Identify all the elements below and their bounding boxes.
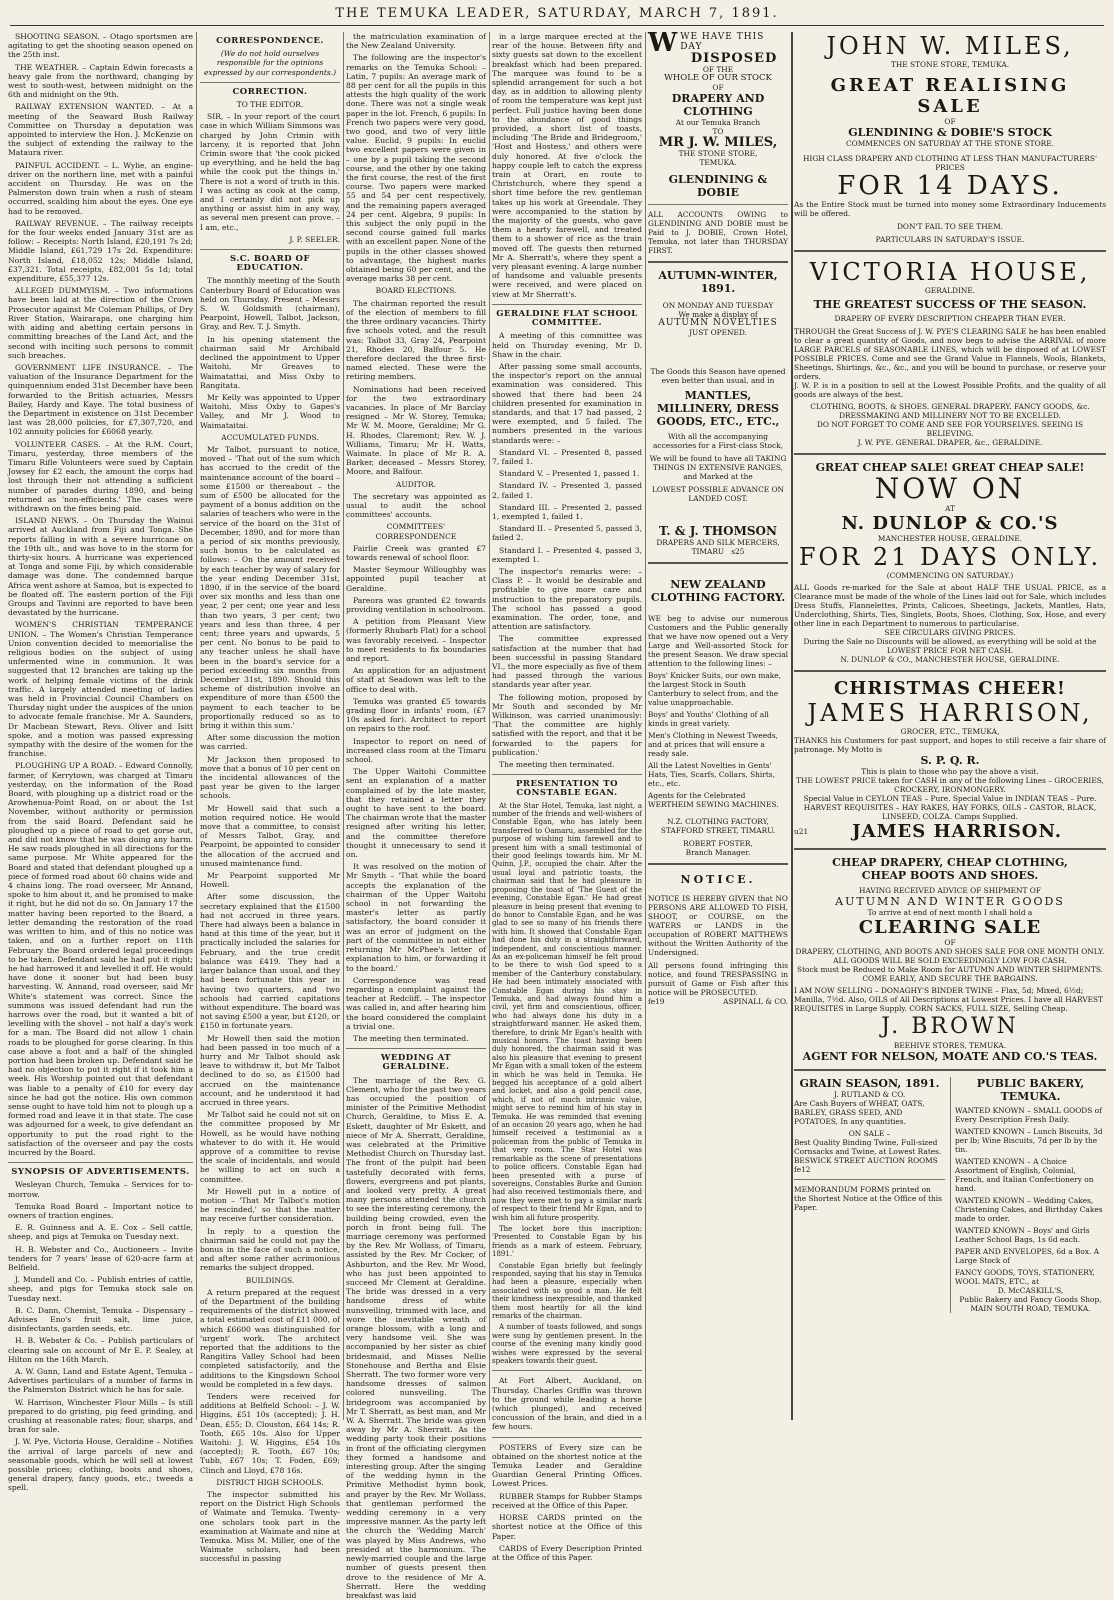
ad-text: We will be found to have all TAKING THINGS IN EXTENSIVE RANGES, and Marked at the — [649, 454, 787, 482]
subhead: COMMITTEES' CORRESPONDENCE — [375, 522, 457, 541]
ad-text: COMMENCES ON SATURDAY AT THE STONE STORE. — [846, 139, 1054, 148]
paragraph: Mr Talbot said he could not sit on the committee proposed by Mr Howell, as he would have nothing whatever to do with it. He would approve of a committee to revise the scale of incidentals, and would be willing to act on such a committee. — [200, 1110, 340, 1184]
synopsis-title: SYNOPSIS OF ADVERTISEMENTS. — [11, 1167, 190, 1178]
paragraph: Mr Howell then said the motion had been passed in too much of a hurry and Mr Talbot should ask leave to withdraw it, but Mr Talbot declined to do so, as £1500 had accrued on the maintenance account, and he understood it had accrued in three years. — [200, 1033, 340, 1107]
paragraph: In reply to a question the chairman said he could not pay the bonus in the face of such a notice, and after some rather acrimonious remarks the subject dropped. — [200, 1226, 340, 1273]
paragraph: Pareora was granted £2 towards providing ventilation in schoolroom. — [346, 595, 486, 614]
ad-code: u21 — [794, 827, 809, 836]
small-ad: HORSE CARDS printed on the shortest notice at the Office of this Paper. — [492, 1513, 642, 1541]
paragraph: After some discussion the motion was carried. — [200, 733, 340, 752]
subhead: DISTRICT HIGH SCHOOLS. — [216, 1477, 324, 1487]
article-body — [346, 544, 486, 1043]
paragraph: Inspector to report on need of increased class room at the Timaru school. — [346, 736, 486, 765]
article-body — [492, 331, 642, 769]
ad-text: PARTICULARS IN SATURDAY'S ISSUE. — [875, 235, 1025, 244]
ad-headline: GREAT REALISING SALE — [830, 75, 1070, 117]
ad-name: JAMES HARRISON, — [807, 699, 1093, 727]
paragraph: Master Seymour Willoughby was appointed pupil teacher at Geraldine. — [346, 565, 486, 593]
ad-text: This is plain to those who pay the above a visit. — [861, 767, 1039, 776]
column-rule — [791, 32, 793, 1420]
small-ad: POSTERS of Every size can be obtained on the shortest notice at the Temuka Leader and Geraldine Guardian General Printing Offices. Lowest Prices. — [492, 1442, 642, 1489]
ad-text: THE STONE STORE, — [678, 149, 758, 159]
ad-text: The Goods this Season have opened even better than usual, and in — [650, 367, 786, 386]
subhead: BOARD ELECTIONS. — [375, 286, 457, 296]
column-ads — [648, 28, 788, 1420]
ad-name: N. DUNLOP & CO.'S — [841, 513, 1059, 534]
paragraph: The monthly meeting of the South Canterbury Board of Education was held on Thursday. Present – Messrs S. W. Goldsmith (chairman), Pearpoint, Howell, Talbot, Jackson, Gray, and Rev. T. J. Smyth. — [200, 276, 340, 332]
ad-text: LOWEST POSSIBLE ADVANCE ON LANDED COST. — [651, 485, 785, 504]
article-body — [346, 32, 486, 283]
ad-line: Agents for the Celebrated WERTHEIM SEWING MACHINES. — [648, 791, 779, 810]
paragraph: Mr Jackson then proposed to move that a bonus of 10 per cent on the incidental allowances of the past year be given to the larger schools. — [200, 754, 340, 801]
ad-lead: WE HAVE THIS DAY — [680, 32, 765, 53]
ad-text: Are Cash Buyers of WHEAT, OATS, BARLEY, GRASS SEED, AND POTATOES, In any quantities. — [794, 1099, 925, 1126]
bakery-item: WANTED KNOWN – Boys' and Girls Leather School Bags, 1s 6d each. — [955, 1226, 1090, 1244]
paragraph: Correspondence was read regarding a complaint against the teacher at Redcliff. – The inspector was called in, and after hearing him the board considered the complaint a trivial one. — [346, 975, 486, 1031]
ad-text: DRAPERY OF EVERY DESCRIPTION CHEAPER THAN EVER. — [834, 314, 1066, 323]
bakery-item: WANTED KNOWN – Wedding Cakes, Christening Cakes, and Birthday Cakes made to order. — [955, 1196, 1103, 1223]
ad-text: All persons found infringing this notice, and found TRESPASSING in pursuit of Game or Fish after this notice will be PROSECUTED. — [648, 961, 788, 998]
ad-text: I AM NOW SELLING – DONAGHY'S BINDER TWINE – Flax, 5d; Mixed, 6½d; Manilla, 7½d. Also, OILS of All Descriptions at Lowest Prices. I have all HARVEST REQUISITES in Large Supply. CORN SACKS, FULL SIZE, Selling Cheap. — [794, 986, 1104, 1013]
ad-headline: FOR 21 DAYS ONLY. — [798, 543, 1102, 571]
ad-headline: GREAT CHEAP SALE! GREAT CHEAP SALE! — [815, 461, 1085, 474]
news-item: PAINFUL ACCIDENT. – L. Wylie, an engine-driver on the northern line, met with a painful accident on Thursday. He was on the Palmerston down train when a rush of steam occurred, scalding him about the eyes. One eye had to be removed. — [8, 160, 193, 216]
ad-text: OF — [944, 938, 956, 947]
letter-body: SIR, – In your report of the court case in which William Simmons was charged by John Crimin with larceny, it is reported that John Crimin swore that 'the cook picked up everything, and he held the bag while the cook put the things in.' There is not a word of truth in this. I was acting as cook at the camp, and I certainly did not pick up anything or assist him in any way, as several men present can prove. – I am, etc., — [200, 112, 340, 232]
article-body — [492, 802, 642, 1366]
paragraph: The locket bore this inscription: 'Presented to Constable Egan by his friends as a mark of esteem. February, 1891.' — [492, 1224, 642, 1259]
ad-text: DRAPERS AND SILK MERCERS, — [656, 538, 780, 548]
ad-name: JOHN W. MILES, — [826, 32, 1074, 60]
column-rule — [343, 32, 344, 1420]
ad-headline: CHRISTMAS CHEER! — [834, 678, 1066, 699]
paragraph: A return prepared at the request of the Department of the building requirements of the district showed a total estimated cost of £11 000, of which £6600 was distinguished for 'urgent' work. The architect reported that the additions to the Rangitira Valley School had been completed satisfactorily, and the additions to the Kingsdown School would be completed in a few days. — [200, 1287, 340, 1389]
ad-text: Public Bakery and Fancy Goods Shop, MAIN SOUTH ROAD, TEMUKA. — [959, 1295, 1102, 1313]
synopsis-item: E. R. Guinness and A. E. Cox – Sell cattle, sheep, and pigs at Temuka on Tuesday next. — [8, 1223, 193, 1242]
ad-headline: FOR 14 DAYS. — [837, 171, 1063, 201]
paragraph: A meeting of this committee was held on Thursday evening, Mr D. Shaw in the chair. — [492, 331, 642, 359]
ad-lines — [648, 671, 788, 809]
ad-title: NEW ZEALAND CLOTHING FACTORY. — [650, 578, 786, 605]
paragraph: Standard III. – Presented 2, passed 1, exempted 1, failed 1. — [492, 502, 642, 521]
paragraph: Nominations had been received for the two extraordinary vacancies. In place of Mr Barclay resigned – Mr W. Storey, Temuka; Mr W. M. Moore, Geraldine; Mr G. H. Rhodes, Claremont; Rev. W. J. Williams, Timaru; Mr H. Watts, Waimate. In place of Mr R. A. Barker, deceased – Messrs Storey, Moore, and Balfour. — [346, 384, 486, 477]
ad-text: DRAPERY, CLOTHING, AND BOOTS AND SHOES SALE FOR ONE MONTH ONLY. — [795, 947, 1105, 956]
ad-sign: J. W. PYE. GENERAL DRAPER, &c., GERALDINE. — [857, 438, 1043, 447]
bakery-item: WANTED KNOWN – Lunch Biscuits, 3d per lb; Wine Biscuits, 7d per lb by the tin. — [955, 1127, 1103, 1154]
small-ad: RUBBER Stamps for Rubber Stamps received at the Office of this Paper. — [492, 1491, 642, 1510]
column-display-ads — [794, 32, 1106, 1420]
column-local-news — [8, 32, 193, 1493]
masthead: THE TEMUKA LEADER, SATURDAY, MARCH 7, 1891. — [10, 4, 1104, 26]
ad-harrison — [794, 678, 1106, 842]
ad-disposed: DISPOSED — [690, 51, 778, 67]
ad-text: J. W. P. is in a position to sell at the Lowest Possible Profits, and the quality of all goods are always of the best. — [794, 381, 1106, 399]
ad-firm: GLENDINING & DOBIE — [668, 173, 768, 200]
ad-text: THROUGH the Great Success of J. W. PYE'S CLEARING SALE he has been enabled to clear a great quantity of Goods, and now begs to advise the ARRIVAL of more LARGE PARCELS of SEASONABLE LINES, which will be disposed of at LOWEST POSSIBLE PRICES. Come and see the Grand Value in Flannels, Wools, Blankets, Sheetings, Shirtings, &c., &c., and you will be bound to purchase, or reserve your orders. — [794, 327, 1106, 381]
paragraph: Mr Pearpoint supported Mr Howell. — [200, 871, 340, 890]
paragraph: The Upper Waitohi Committee sent an explanation of a matter complained of by the late master, that they retained a letter they ought to have sent to the board. The chairman wrote that the master resigned after writing his letter, and the committee therefore thought it unnecessary to send it on. — [346, 767, 486, 860]
paragraph: The secretary was appointed as usual to audit the school committees' accounts. — [346, 491, 486, 520]
ad-text: TO — [712, 127, 724, 137]
news-item: ALLEGED DUMMYISM. – Two informations have been laid at the direction of the Crown Prosecutor against Mr Coleman Phillips, of Dry River Station, Wairarapa, one charging him with aiding and abetting certain persons in committing breaches of the Land Act, and the second with inciting such persons to commit such breaches. — [8, 286, 193, 360]
bakery-items — [955, 1106, 1106, 1286]
ad-text: TIMARU — [691, 547, 725, 557]
synopsis-item: Wesleyan Church, Temuka – Services for to-morrow. — [8, 1180, 193, 1199]
ad-name: VICTORIA HOUSE, — [809, 258, 1091, 286]
paragraph: Mr Howell put in a notice of motion – 'That Mr Talbot's motion be rescinded,' so that the matter may receive further consideration. — [200, 1186, 340, 1224]
ad-text: ON SALE – — [848, 1129, 891, 1138]
ad-code: fe19 — [648, 997, 665, 1007]
ad-text: HARVEST REQUISITES – HAY RAKES, HAY FORKS, OILS – CASTOR, BLACK, LINSEED, COLZA. Camps Supplied. — [803, 803, 1097, 821]
ad-line: Men's Clothing in Newest Tweeds, and at prices that will ensure a ready sale. — [648, 731, 779, 759]
paragraph: Standard VI. – Presented 8, passed 7, failed 1. — [492, 447, 642, 466]
column-rule — [489, 32, 490, 1420]
ad-text: TEMUKA. — [699, 158, 737, 168]
ad-notice — [648, 873, 788, 1006]
ad-text: NOTICE IS HEREBY GIVEN that NO PERSONS ARE ALLOWED TO FISH, SHOOT, or COURSE, on the WATERS or LANDS in the occupation of ROBERT MATTHEWS without the Written Authority of the Undersigned. — [648, 894, 788, 958]
ad-text: ALL Goods re-marked for the Sale at about HALF THE USUAL PRICE, as a Clearance must be made of the whole of the Lines laid out for Sale, which includes Dress Stuffs, Flannelettes, Prints, Calicoes, Sheetings, Jackets, Mantles, Hats, Underclothing, Shirts, Ties, Singlets, Boots, Shoes, Clothing, Sox, Hose, and every other line in each Department to numerous to particularise. — [794, 583, 1106, 628]
paragraph: The inspector submitted his report on the District High Schools of Waimate and Temuka. Twenty-one scholars took part in the examination at Waimate and nine at Temuka. Miss M. Miller, one of the Waimate scholars, had been successful in passing — [200, 1490, 340, 1564]
ad-text: ALL GOODS WILL BE SOLD EXCEEDINGLY LOW FOR CASH. — [833, 956, 1067, 965]
ad-name: MR J. W. MILES, — [658, 135, 778, 151]
article-body — [200, 1288, 340, 1475]
ad-brown — [794, 856, 1106, 1063]
ad-text: As the Entire Stock must be turned into money some Extraordinary Inducements will be offered. — [794, 200, 1106, 218]
ad-text: WE beg to advise our numerous Customers and the Public generally that we have now opened out a Very Large and Well-assorted Stock for the present Season. We draw special attention to the following lines: – — [648, 614, 788, 669]
ad-code: s25 — [731, 547, 745, 557]
ad-title: NOTICE. — [680, 873, 756, 887]
ad-memo: MEMORANDUM FORMS printed on the Shortest Notice at the Office of this Paper. — [794, 1185, 942, 1212]
article-body — [200, 276, 340, 429]
article-body — [346, 299, 486, 477]
article-body — [346, 1076, 486, 1600]
ad-headline: NOW ON — [874, 472, 1026, 505]
ad-text: HAVING RECEIVED ADVICE OF SHIPMENT OF — [859, 886, 1041, 895]
paragraph: The following are the inspector's remarks on the Temuka School: – Latin, 7 pupils: An average mark of 88 per cent for all the pupils in this attests the high quality of the work done. There was not a single weak paper in the lot. French, 6 pupils: In French two papers were very good, two good, and two of very little value. Euclid, 9 pupils: In euclid two excellent papers were given in – one by a pupil taking the second course, and the other by one taking the first course, the rest of the first course. Two papers were marked 55 and 54 per cent respectively, and the remaining papers averaged 24 per cent. Algebra, 9 pupils: In this subject the only pupil in the second course gained full marks with an excellent paper. None of the pupils in the other classes showed to advantage, the highest marks obtained being 60 per cent, and the average marks 38 per cent. — [346, 53, 486, 284]
ad-text: BESWICK STREET AUCTION ROOMS — [794, 1156, 938, 1165]
news-item: SHOOTING SEASON. – Otago sportsmen are agitating to get the shooting season opened on the 25th inst. — [8, 32, 193, 60]
ad-text: OF — [944, 117, 956, 126]
synopsis-item: H. B. Webster and Co., Auctioneers – Invite tenders for 7 years' lease of 620-acre farm at Belfield. — [8, 1244, 193, 1272]
ad-text: With all the accompanying accessories for a First-class Stock, — [653, 432, 783, 451]
ad-headline: CHEAP DRAPERY, CHEAP CLOTHING, — [832, 856, 1068, 869]
ad-bakery — [950, 1077, 1106, 1313]
paragraph: Mr Howell said that such a motion required notice. He would move that a committee, to consist of Messrs Talbot, Gray, and Pearpoint, be appointed to consider the allocation of the accrued and unused maintenance fund. — [200, 803, 340, 868]
ad-headline: CLEARING SALE — [858, 917, 1042, 938]
ad-text: To arrive at end of next month I shall hold a — [867, 908, 1033, 917]
ad-text: SEE CIRCULARS GIVING PRICES. — [884, 628, 1016, 637]
paragraph: Standard V. – Presented 1, passed 1. — [499, 469, 640, 479]
ad-john-miles — [794, 32, 1106, 244]
ad-firm: T. & J. THOMSON — [659, 524, 777, 539]
column-education — [346, 32, 486, 1600]
news-item: At Fort Albert, Auckland, on Thursday, Charles Griffin was thrown to the ground while leading a horse (which plunged), and received concussion of the brain, and died in a few hours. — [492, 1376, 642, 1432]
news-items — [8, 32, 193, 1157]
column-rule — [196, 32, 197, 1420]
article-body — [346, 492, 486, 520]
column-reports — [492, 32, 642, 1562]
ad-text: ALL ACCOUNTS OWING to GLENDINING AND DOBIE must be Paid to J. DOBIE, Crown Hotel, Temuka, not later than THURSDAY FIRST. — [648, 210, 788, 256]
news-item: THE WEATHER. – Captain Edwin forecasts a heavy gale from the northward, changing by west to south-west, between midnight on the 6th and midnight on the 9th. — [8, 62, 193, 100]
news-item: GOVERNMENT LIFE INSURANCE. – The valuation of the Insurance Department for the quinquennium ended 31st December have been forwarded to the British actuaries, Messrs Bailey, Hardy and Kaye. The total business of the Department in existence on 31st December last was 28,000 policies, for £7,307,720, and 102 annuity policies for £6068 yearly. — [8, 362, 193, 437]
ad-sign: N. DUNLOP & CO., MANCHESTER HOUSE, GERALDINE. — [840, 655, 1060, 664]
small-ads — [492, 1443, 642, 1562]
ad-grain — [794, 1077, 945, 1313]
paragraph: in a large marquee erected at the rear of the house. Between fifty and sixty guests sat down to the excellent breakfast which had been prepared. The marquee was found to be a splendid arrangement for such a hot day, as in addition to allowing plenty of room the temperature was kept just perfect. Full justice having been done to the abundance of good things provided, a short list of toasts, including 'The Bride and Bridegroom,' 'Host and Hostess,' and others were duly honored. At five o'clock the happy couple left to catch the express train at Orari, en route to Christchurch, where they spend a short time before the rev. gentleman takes up his work at Greendale. They were accompanied to the station by the majority of the guests, who gave them a hearty farewell, and treated them to a shower of rice as the train moved off. The guests then returned Mr A. Sherratt's, where they spent a very pleasant evening. A large number of handsome and valuable presents were received, and were placed on view at Mr Sherratt's. — [492, 32, 642, 299]
letter-signature: J. P. SEELER. — [289, 234, 340, 244]
ad-text: STAFFORD STREET, TIMARU. — [660, 826, 776, 836]
paragraph: A petition from Pleasant View (formerly Rhubarb Flat) for a school was favorably received. – Inspector to meet residents to fix boundaries and report. — [346, 617, 486, 663]
ad-text: AGENT FOR NELSON, MOATE AND CO.'S TEAS. — [802, 1050, 1098, 1063]
column-rule — [645, 32, 646, 1420]
ad-text: MANCHESTER HOUSE, GERALDINE. — [877, 534, 1023, 543]
article-title: WEDDING AT GERALDINE. — [380, 1053, 452, 1073]
to-editor: TO THE EDITOR. — [236, 100, 304, 110]
paragraph: Tenders were received for additions at Belfield School: – J. W. Higgins, £51 10s (accepted); J. H. Dean, £55; D. Clouston, £64 14s; R. Tooth, £65 10s. Also for Upper Waitohi: J. W. Higgins, £54 10s (accepted); R. Tooth, £67 10s; Tubb, £67 10s; T. Foden, £69; Clinch and Lloyd, £78 16s. — [200, 1392, 340, 1475]
article-title: PRESENTATION TO CONSTABLE EGAN. — [516, 779, 618, 799]
column-correspondence — [200, 32, 340, 1564]
ad-text: Stock must be Reduced to Make Room for AUTUMN AND WINTER SHIPMENTS. — [797, 965, 1103, 974]
article-title: S.C. BOARD OF EDUCATION. — [229, 254, 310, 274]
paragraph: The inspector's remarks were: – Class P. – It would be desirable and profitable to give more care and instruction to the preparatory pupils. The school has passed a good examination. The order, tone, and attention are satisfactory. — [492, 566, 642, 632]
paragraph: In his opening statement the chairman said Mr Archibald declined the appointment to Upper Waitohi, Mr Greaves to Waimatattai, and Miss Oxby to Rangitata. — [200, 334, 340, 390]
bakery-item: WANTED KNOWN – SMALL GOODS of Every Description Fresh Daily. — [955, 1106, 1102, 1124]
ad-code: fe12 — [794, 1165, 811, 1174]
small-ad: CARDS of Every Description Printed at the Office of this Paper. — [492, 1543, 642, 1562]
ad-text: CLOTHING, BOOTS, & SHOES. GENERAL DRAPERY. FANCY GOODS, &c. — [810, 402, 1090, 411]
subhead: ACCUMULATED FUNDS. — [221, 432, 319, 442]
ad-thomson — [648, 269, 788, 556]
ad-headline: CHEAP BOOTS AND SHOES. — [861, 869, 1039, 882]
ad-text: OF — [712, 83, 724, 93]
ad-text: AT — [945, 504, 955, 513]
paragraph: Standard I. – Presented 4, passed 3, exempted 1. — [492, 545, 642, 564]
ad-text: DRESSMAKING AND MILLINERY NOT TO BE EXCELLED. — [839, 411, 1061, 420]
article-body — [200, 445, 340, 1273]
article-title: GERALDINE FLAT SCHOOL COMMITTEE. — [496, 308, 638, 329]
ad-line: Boys' Knicker Suits, our own make, the largest Stock in South Canterbury to select from, and the value unapproachable. — [648, 671, 781, 708]
bakery-item: FANCY GOODS, TOYS, STATIONERY, WOOL MATS, ETC., at — [955, 1268, 1095, 1286]
synopsis-item: J. Mundell and Co. – Publish entries of cattle, sheep, and pigs for Temuka stock sale on Tuesday next. — [8, 1275, 193, 1303]
ad-text: COME EARLY, AND SECURE THE BARGAINS. — [862, 974, 1038, 983]
ad-text: THE LOWEST PRICE taken for CASH in any of the following Lines – GROCERIES, CROCKERY, IRONMONGERY. — [796, 776, 1104, 794]
ad-text: DON'T FAIL TO SEE THEM. — [897, 222, 1003, 231]
ad-text: MANTLES, MILLINERY, DRESS GOODS, ETC., ETC., — [656, 389, 780, 429]
paragraph: It was resolved on the motion of Mr Smyth – 'That while the board accepts the explanation of the chairman of the Upper Waitohi school in not forwarding the master's letter as partly satisfactory, the board consider it was an error of judgment on the part of the committee in not either returning Mr McPhee's letter of explanation to him, or forwarding it to the board.' — [346, 862, 486, 973]
ad-text: (COMMENCING ON SATURDAY.) — [886, 571, 1014, 580]
synopsis-item: A. W. Gunn, Land and Estate Agent, Temuka – Advertises particulars of a number of farms in the Palmerston District which he has for sale. — [8, 1367, 193, 1395]
ad-text: Special Value in CEYLON TEAS – Pure. Special Value in INDIAN TEAS – Pure. — [803, 794, 1097, 803]
ad-text: At our Temuka Branch — [675, 118, 761, 128]
synopsis-item: H. B. Webster & Co. – Publish particulars of clearing sale on account of Mr E. P. Sealey, at Hilton on the 16th March. — [8, 1336, 193, 1364]
ad-text: AUTUMN NOVELTIES — [658, 318, 778, 329]
paragraph: Standard II. – Presented 5, passed 3, failed 2. — [492, 524, 642, 543]
paragraph: Mr Kelly was appointed to Upper Waitohi, Miss Oxby to Gapes's Valley, and Mr J. Wood to Waimataitai. — [200, 392, 340, 430]
ad-text: JUST OPENED. — [689, 328, 747, 338]
paragraph: Temuka was granted £5 towards grading floor in infants' room, (£7 10s asked for). Architect to report on repairs to the roof. — [346, 696, 486, 734]
synopsis-item: Temuka Road Board – Important notice to owners of traction engines. — [8, 1201, 193, 1220]
ad-sign: ASPINALL & CO. — [723, 997, 788, 1007]
section-title: CORRESPONDENCE. — [216, 36, 324, 46]
paragraph: The following motion, proposed by Mr South and seconded by Mr Wilkinson, was carried unanimously: 'That the committee are highly satisfied with the report, and that it be forwarded to the papers for publication.' — [492, 692, 642, 757]
ad-text: ON MONDAY AND TUESDAY — [662, 301, 774, 311]
ad-motto: S. P. Q. R. — [920, 754, 980, 767]
ad-sign: D. McCASKILL'S, — [997, 1286, 1064, 1295]
ad-text: Branch Manager. — [685, 848, 751, 858]
dropcap: W — [648, 28, 678, 58]
ad-text: N.Z. CLOTHING FACTORY, — [667, 817, 769, 827]
disclaimer: (We do not hold ourselves responsible for the opinions expressed by our correspondents.) — [203, 49, 337, 77]
ad-victoria-house — [794, 258, 1106, 447]
news-item: PLOUGHING UP A ROAD. – Edward Connolly, farmer, of Kerrytown, was charged at Timaru yesterday, on the information of the Road Board, with ploughing up a district road or the Arowhenua-Point Road, on or about the 1st November, without authority or permission from the said Board. Defendant said he ploughed up a piece of road to get gorse out, and did not know that he was doing any harm. He saw roads ploughed in all directions for the same purpose. Mr White appeared for the Board and stated that defendant ploughed up a piece of formed road about 60 chains wide and 4 chains long. The road overseer, Mr Annand, spoke to him about it, and he promised to make it right, but he did not do so. On January 17 the matter having been reported to the Board, a letter demanding the restoration of the road was written to him, and of this no notice was taken, and on a further report on 11th February the Board ordered legal proceedings to be taken. Defendant said he had put it right; he had harrowed it and levelled it off. He would have done it sooner but had been busy harvesting. W. Annand, road overseer, said Mr White's statement was correct. Since the summons was issued defendant had run the harrows over the road, but it wanted a bit of levelling with the shovel – not half a day's work for a man. The Board did not allow 1 chain roads to be ploughed for gorse clearing. In this case above a foot and a half of the shingled portion had been broken up. Defendant said he had no objection to put it right if it took him a week. His Worship pointed out that defendant was liable to a penalty of £10 for every day since he had got the notice. His own common sense ought to have told him not to plough up a formed road and leave it in that state. The case was adjourned for a week, to give defendant an opportunity to put the road right to the satisfaction of the overseer and pay the costs incurred by the Board. — [8, 761, 193, 1157]
ad-nz-clothing — [648, 578, 788, 857]
ad-sign: JAMES HARRISON. — [852, 821, 1063, 842]
ad-name: J. RUTLAND & CO. — [833, 1090, 906, 1099]
ad-text: ROBERT FOSTER, — [683, 839, 753, 849]
synopsis-item: J. W. Pye, Victoria House, Geraldine – Notifies the arrival of large parcels of new and seasonable goods, which he will sell at lowest possible prices; clothing, boots and shoes, general drapery, fancy goods, etc.; tweeds a spell. — [8, 1437, 193, 1493]
ad-text: GERALDINE. — [924, 286, 976, 295]
ad-text: THANKS his Customers for past support, and hopes to still receive a fair share of patronage. My Motto is — [794, 736, 1106, 754]
ad-headline: THE GREATEST SUCCESS OF THE SEASON. — [813, 298, 1087, 311]
ad-text: DRAPERY AND CLOTHING — [671, 92, 765, 119]
synopsis-item: W. Harrison, Winchester Flour Mills – Is still prepared to do gristing, pig feed grinding, and crushing at reasonable rates; flour, sharps, and bran for sale. — [8, 1397, 193, 1435]
news-item: RAILWAY REVENUE. – The railway receipts for the four weeks ended January 31st are as follow: – Receipts: North Island, £20,191 7s 2d; Middle Island, £61,729 17s 2d. Expenditure: North Island, £18,052 12s; Middle Island, £37,321. Total receipts, £82,001 5s 1d; total expenditure, £55,377 12s. — [8, 218, 193, 284]
paragraph: The meeting then terminated. — [499, 760, 615, 770]
paragraph: At the Star Hotel, Temuka, last night, a number of the friends and well-wishers of Constable Egan, who has lately been transferred to Oamaru, assembled for the purpose of wishing him farewell and to present him with a small testimonial of their good feelings towards him. Mr M. Quinn, J.P., occupied the chair. After the usual loyal and patriotic toasts, the chairman said that he had pleasure in proposing the toast of 'The Guest of the evening, Constable Egan.' He had great pleasure in being present that evening to do honor to Constable Egan, and he was glad to see so many of his friends there with him. It showed that Constable Egan had done his duty in a straightforward, independent, and conscientious manner. As an ex-policeman himself he felt proud to be there to wish God speed to a member of the Canterbury constabulary. He had been intimately associated with Constable Egan during his stay in Temuka, and had always found him a civil, yet firm and conscientious, officer, who had always done his duty in a straightforward manner. He asked them, therefore, to drink Mr Egan's health with musical honors. The toast having been duly honored, the chairman said it was also his pleasure that evening to present Mr Egan with a small token of the esteem in which he was held in Temuka. He begged his acceptance of a gold albert and locket, and also a gold pencil case, which, if not of much intrinsic value, might serve to remind him of his stay in Temuka. He was reminded that evening of an occasion 20 years ago, when he had himself received a testimonial as a policeman from the public of Temuka in that very room. The Star Hotel was remarkable as the scene of presentations to police officers. Constable Egan had been presented with a purse of sovereigns, Constables Burke and Gunion had also received testimonials there, and now they were met to pay a similar mark of respect to their friend Mr Egan, and to wish him all future prosperity. — [492, 801, 642, 1222]
ad-dunlop — [794, 461, 1106, 664]
article-body — [200, 1490, 340, 1564]
ad-text: During the Sale no Discounts will be allowed, as everything will be sold at the LOWEST PRICE FOR NET CASH. — [803, 637, 1097, 655]
article-title: CORRECTION. — [232, 86, 308, 97]
paragraph: A number of toasts followed, and songs were sung by gentlemen present. In the course of the evening many kindly good wishes were expressed by the several speakers towards their guest. — [492, 1323, 642, 1366]
ad-text: HIGH CLASS DRAPERY AND CLOTHING AT LESS THAN MANUFACTURERS' PRICES — [802, 154, 1098, 172]
ad-text: WHOLE OF OUR STOCK — [664, 73, 772, 84]
paragraph: After some discussion, the secretary explained that the £1500 had not accrued in three years. There had always been a balance in hand at this time of the year, but it practically included the salaries for February, and the true credit balance was £419. They had a larger balance than usual, and they had been fortunate this year in having two quarters, and two schools had carried capitations without expenditure. The board was not saving £500 a year, but £120, or £150 in fortunate years. — [200, 892, 340, 1031]
news-item: ISLAND NEWS. – On Thursday the Wainui arrived at Auckland from Fiji and Tonga. She reports falling in with a severe hurricane on the 19th ult., and was hove to in the storm for thirty-six hours. A hurricane was experienced at Tonga and some Fiji, by which considerable damage was done. The condemned barque Africa went ashore at Samoa, but is expected to be floated off. The eastern portion of the Fiji Groups and Tavinni are reported to have been devastated by the hurricane. — [8, 516, 193, 618]
bakery-item: PAPER AND ENVELOPES, 6d a Box. A Large Stock of — [955, 1247, 1100, 1265]
news-item: RAILWAY EXTENSION WANTED. – At a meeting of the Seaward Bush Railway Committee on Thursday a deputation was appointed to interview the Hon. J. McKenzie on the subject of extending the railway to the Mataura river. — [8, 102, 193, 158]
synopsis-item: B. C. Dann, Chemist, Temuka – Dispensary – Advises Eno's fruit salt, lime juice, disinfectants, garden seeds, etc. — [8, 1305, 193, 1334]
paragraph: After passing some small accounts, the inspector's report on the annual examination was considered. This showed that there had been 24 children presented for examination in standards, and that 17 had passed, 2 were exempted, and 5 failed. The numbers presented in the various standards were: – — [492, 361, 642, 445]
bakery-item: WANTED KNOWN – A Choice Assortment of English, Colonial, French, and Italian Confectionery on hand. — [955, 1157, 1094, 1193]
ad-title: PUBLIC BAKERY, TEMUKA. — [976, 1077, 1085, 1103]
ad-text: GROCER, ETC., TEMUKA, — [900, 727, 1000, 736]
ad-text: OF THE — [702, 65, 734, 75]
paragraph: The committee expressed satisfaction at the number that had been successful in passing Standard VI., the more especially as five of them had passed through the various standards year after year. — [492, 634, 642, 690]
subhead: AUDITOR. — [396, 479, 436, 489]
ad-text: DO NOT FORGET TO COME AND SEE FOR YOURSELVES. SEEING IS BELIEVING. — [816, 420, 1084, 438]
news-item: VOLUNTEER CASES. – At the R.M. Court, Timaru, yesterday, three members of the Timaru Rifle Volunteers were sued by Captain Jowsey for £2 each, the amount the corps had lost through their not attending a sufficient number of parades during 1890, and being returned as 'non-efficients.' The cases were withdrawn on the fines being paid. — [8, 439, 193, 513]
paragraph: the matriculation examination of the New Zealand University. — [346, 32, 486, 51]
paragraph: The marriage of the Rev. G. Clement, who for the past two years has occupied the position of minister of the Primitive Methodist Church, Geraldine, to Miss E. A. Eskett, daughter of Mr Eskett, and niece of Mr A. Sherratt, Geraldine, was celebrated at the Primitive Methodist Church on Thursday last. The front of the pulpit had been tastefully decorated with ferns, flowers, evergreens and pot plants, and looked very pretty. A great many persons attended the church to see the interesting ceremony, the building being crowded, even the porch in front being full. The marriage ceremony was performed by the Rev. Mr Wollass, of Timaru, assisted by the Rev. Mr Cocker, of Ashburton, and the Rev. Mr Wood, who has just been appointed to succeed Mr Clement at Geraldine. The bride was dressed in a very handsome dress of white nunsveiling, trimmed with lace, and wore the inevitable wreath of orange blossom, with a long and very handsome veil. She was accompanied by her sister as chief bridesmaid, and Misses Nellie Stonehouse and Bertha and Elsie Sherratt. The two former wore very handsome dresses of salmon colored nunsveiling. The bridegroom was accompanied by Mr T. Sherratt, as best man, and Mr W. A. Sherratt. The bride was given away by Mr A. Sherratt. As the wedding party took their positions in front of the officiating clergymen they formed a handsome and interesting group. After the singing of the wedding hymn in the Primitive Methodist hymn book, and prayer by the Rev. Mr Wollass, that gentleman performed the wedding ceremony in a very impressive manner. As the party left the church the 'Wedding March' was played by Miss Andrews, who presided at the harmonium. The newly-married couple and the large number of guests present then drove to the residence of Mr A. Sherratt. Here the wedding breakfast was laid — [346, 1075, 486, 1600]
ad-line: Boys' and Youths' Clothing of all kinds in great variety. — [648, 710, 769, 729]
article-body — [492, 32, 642, 299]
ad-title: GRAIN SEASON, 1891. — [799, 1077, 940, 1090]
ad-row-bottom — [794, 1077, 1106, 1313]
paragraph: Constable Egan briefly but feelingly responded, saying that his stay in Temuka had been a pleasure, especially when associated with so good a man. He felt their kindness inexpressible, and thanked them most heartily for all the kind remarks of the chairman. — [492, 1261, 642, 1321]
paragraph: An application for an adjustment of staff at Seadown was left to the office to deal with. — [346, 666, 486, 694]
ad-title: AUTUMN-WINTER, 1891. — [658, 269, 778, 296]
ad-text: Best Quality Binding Twine, Full-sized Cornsacks and Twine, at Lowest Rates. — [794, 1138, 942, 1156]
ad-text: AUTUMN AND WINTER GOODS — [835, 895, 1065, 908]
ad-text: BEEHIVE STORES, TEMUKA. — [893, 1041, 1007, 1050]
ad-line: All the Latest Novelties in Gents' Hats, Ties, Scarfs, Collars, Shirts, etc., etc. — [648, 761, 775, 789]
ad-text: GLENDINING & DOBIE'S STOCK — [848, 126, 1052, 139]
ad-text: THE STONE STORE, TEMUKA. — [890, 60, 1010, 69]
synopsis-list — [8, 1180, 193, 1492]
ad-glendining-dobie — [648, 28, 788, 256]
paragraph: Mr Talbot, pursuant to notice, moved – 'That out of the sum which has accrued to the credit of the maintenance account of the board – some £1500 or thereabout – the sum of £500 be allocated for the payment of a bonus addition on the salaries of teachers who were in the service of the board on the 31st of December, 1890, and for more than a period of six months previously, such bonus to be calculated as follows: – On the amount received by each teacher by way of salary for the year ending December 31st, 1890, if in the service of the board over six months and less than one year, 2 per cent; one year and less than two years, 3 per cent; two years and less than three, 4 per cent; three years and upwards, 5 per cent. No bonus to be paid to any teacher unless he shall have been in the board's service for a period exceeding six months from December 31st, 1890. Should this scheme of distribution involve an expenditure of more than £500 the payment to each teacher to be proportionally reduced so as to bring it within this sum.' — [200, 444, 340, 731]
paragraph: Fairlie Creek was granted £7 towards renewal of school floor. — [346, 543, 486, 562]
ad-name: J. BROWN — [881, 1014, 1019, 1039]
paragraph: The meeting then terminated. — [353, 1033, 469, 1043]
paragraph: Standard IV. – Presented 3, passed 2, failed 1. — [492, 481, 642, 500]
ad-text: We make a display of — [678, 310, 758, 320]
paragraph: The chairman reported the result of the election of members to fill the three ordinary vacancies. Thirty five schools voted, and the result was: Talbot 33, Gray 24, Pearpoint 21, Rhodes 20, Balfour 5. He therefore declared the three first-named elected. These were the retiring members. — [346, 298, 486, 382]
subhead: BUILDINGS. — [245, 1275, 295, 1285]
news-item: WOMEN'S CHRISTIAN TEMPERANCE UNION. – The Women's Christian Temperance Union convention decided to memorialise the religious bodies on the subject of using unfermented wine in communion. It was suggested that 12 branches are taking up the work of helping female victims of the drink traffic. A largely attended meeting of ladies was held in Provincial Council Chambers on Thursday night under the auspices of the union to advocate female franchise. Mr A. Saunders, Dr Macbean Stewart, Revs. Oliver and Isitt spoke, and a motion was passed expressing sympathy with the desire of the women for the franchise. — [8, 620, 193, 759]
